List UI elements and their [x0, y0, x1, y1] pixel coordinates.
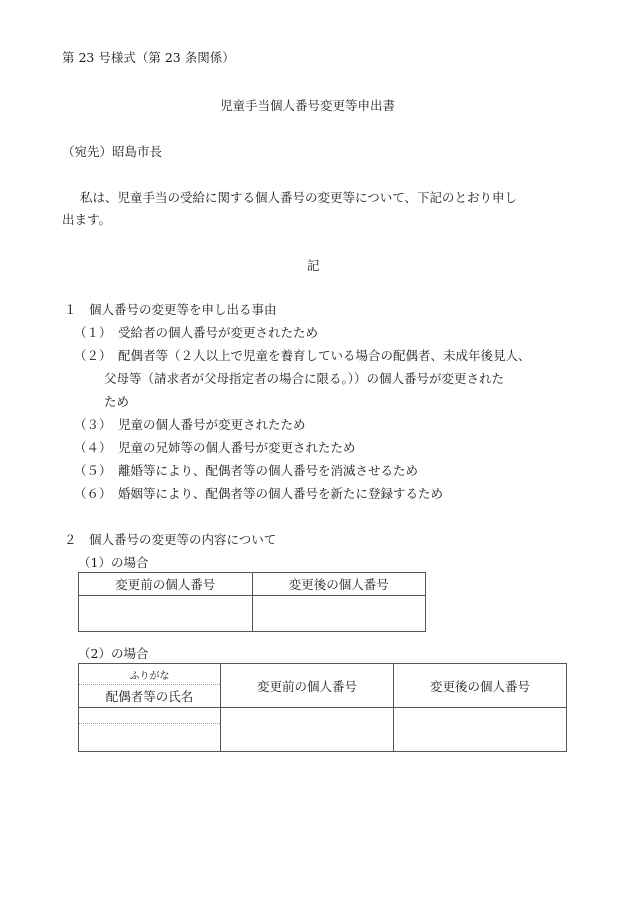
spouse-furigana-input[interactable]	[79, 708, 221, 724]
ki-heading: 記	[307, 258, 320, 273]
reason-5-text: 離婚等により、配偶者等の個人番号を消滅させるため	[118, 463, 419, 478]
reason-4-text: 児童の兄姉等の個人番号が変更されたため	[118, 440, 356, 455]
case1-after-number-field[interactable]	[252, 596, 426, 632]
case2-table	[78, 663, 567, 752]
case1-before-header: 変更前の個人番号	[79, 573, 253, 596]
reason-6-text: 婚姻等により、配偶者等の個人番号を新たに登録するため	[118, 486, 444, 501]
case2-before-header: 変更前の個人番号	[221, 664, 394, 708]
case1-table	[78, 572, 426, 632]
case2-before-number-field[interactable]	[221, 708, 394, 752]
case1-label: （1）の場合	[78, 555, 149, 570]
reason-1-number: （１）	[74, 325, 112, 340]
case2-after-number-field[interactable]	[394, 708, 567, 752]
intro-line-1: 私は、児童手当の受給に関する個人番号の変更等について、下記のとおり申し	[80, 190, 518, 205]
reason-2-number: （２）	[74, 348, 112, 363]
intro-line-2: 出ます。	[62, 212, 112, 227]
section2-heading: ２ 個人番号の変更等の内容について	[64, 532, 277, 547]
case1-after-header: 変更後の個人番号	[252, 573, 426, 596]
case2-label: （2）の場合	[78, 646, 149, 661]
reason-2-text: 配偶者等（２人以上で児童を養育している場合の配偶者、未成年後見人、	[118, 348, 531, 363]
reason-1-text: 受給者の個人番号が変更されたため	[118, 325, 319, 340]
section1-heading: １ 個人番号の変更等を申し出る事由	[64, 302, 277, 317]
case1-before-number-field[interactable]	[79, 596, 253, 632]
reason-2-text-cont2: ため	[104, 394, 130, 409]
furigana-header: ふりがな	[79, 664, 221, 685]
reason-6-number: （６）	[74, 486, 112, 501]
spouse-name-input[interactable]	[79, 724, 221, 752]
case2-after-header: 変更後の個人番号	[394, 664, 567, 708]
reason-3-text: 児童の個人番号が変更されたため	[118, 417, 306, 432]
form-number: 第 23 号様式（第 23 条関係）	[62, 50, 235, 65]
spouse-name-header: 配偶者等の氏名	[79, 685, 221, 708]
reason-5-number: （５）	[74, 463, 112, 478]
document-title: 児童手当個人番号変更等申出書	[220, 98, 396, 113]
reason-4-number: （４）	[74, 440, 112, 455]
reason-3-number: （３）	[74, 417, 112, 432]
reason-2-text-cont1: 父母等（請求者が父母指定者の場合に限る。））の個人番号が変更された	[104, 371, 505, 386]
addressee: （宛先）昭島市長	[62, 144, 163, 159]
